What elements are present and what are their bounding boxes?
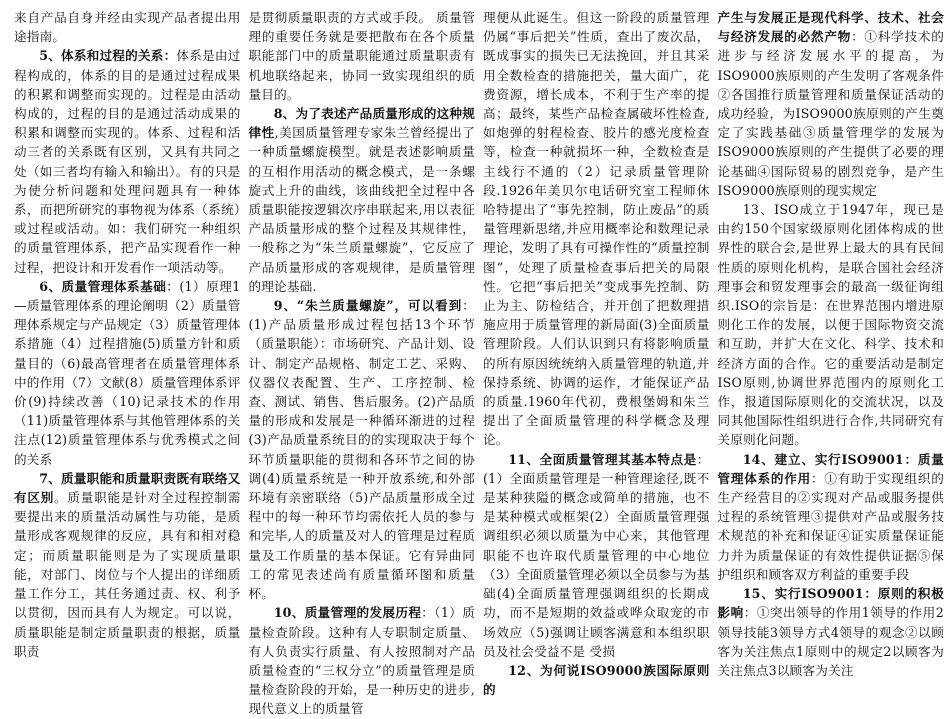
text-column-2: [248, 8, 476, 717]
paragraph: [14, 277, 241, 469]
paragraph-text: 是贯彻质量职责的方式或手段。 质量管理的重要任务就是要把散布在各个质量职能部门中的质量职能通过质量职责有机地联络起来，协同一致实现组织的质量目的。: [248, 10, 475, 102]
paragraph-text: ：(1）全面质量管理是一种管理途径,既不是某种狭隘的概念或简单的措施，也不是某种模式或框架(2）全面质量管理强调组织必须以质量为中心来，其他管理职能不也许取代质量管理的中心地位（3）全面质量管理必须以全员参与为基础(4)全面质量管理强调组织的长期成功，而不是短期的效益或哗众取宠的市场效应（5)强调让顾客满意和本组织职员及社会受益不是 受损: [483, 451, 710, 659]
paragraph-heading: 8、为了表述产品质量形成的这种规律性: [248, 106, 475, 141]
text-column-4: [717, 8, 945, 678]
paragraph: [718, 450, 945, 584]
paragraph: [249, 104, 476, 296]
paragraph: [718, 584, 945, 680]
paragraph-text: ：(1)产品质量形成过程包括13个环节（质量职能）：市场研究、产品计划、设计、制定产品规格、制定工艺、采购、仪器仪表配置、生产、工序控制、检查、测试、销售、售后服务。(2)产品质量的形成和发展是一种循环渐进的过程(3)产品质量系统目的的实现取决于每个环节质量职能的贯彻和各环节之间的协调(4)质量系统是一种开放系统,和外部环境有亲密联络（5)产品质量形成全过程中的每一种环节均需依托人员的参与和完毕,人的质量及对人的管理是过程质量及工作质量的基本保证。它有异曲同工的常见表述尚有质量循环图和质量杯。: [248, 298, 475, 602]
paragraph-text: 体系是由过程构成的，体系的目的是通过过程成果的积累和调整而实现的。过程是由活动构成的，过程的目的是通过活动成果的积累和调整而实现的。体系、过程和活动三者的关系既有区别，又具有共同之处（如三者均有输入和输出）。有的只是为使分析问题和处理问题具有一种体系，而把所研究的事物视为体系（系统）或过程或活动。如：我们研究一种组织的质量管理体系，把产品实现看作一种过程，把设计和开发看作一项活动等。: [14, 48, 241, 275]
paragraph: [249, 603, 476, 718]
paragraph: [718, 8, 945, 200]
paragraph-text: ：（1）质量检查阶段。这种有人专职制定质量、有人负责实行质量、有人按照制对产品质量检查的“三权分立”的质量管理是质量检查阶段的开始，是一种历史的进步,现代意义上的质量管: [248, 605, 475, 717]
paragraph-heading: 产生与发展正是现代科学、技术、社会与经济发展的必然产物: [717, 10, 944, 45]
paragraph: [483, 661, 710, 699]
paragraph-heading: 11、全面质量管理其基本特点是: [508, 451, 697, 467]
paragraph-heading: 10、质量管理的发展历程: [273, 605, 422, 621]
paragraph-heading: 12、为何说ISO9000族国际原则的: [483, 662, 710, 698]
paragraph: [483, 8, 710, 450]
text-column-3: [483, 8, 710, 698]
paragraph-text: 。质量职能是针对全过程控制需要提出来的质量活动属性与功能，是质量形成客观规律的反应，具有和相对稳定；而质量职能则是为了实现质量职能，对部门、岗位与个人提出的详细质量工作分工，其任务通过责、权、利予以贯彻，因而具有人为规定。可以说，质量职能是制定质量职责的根据，质量职责: [14, 490, 241, 659]
paragraph: [718, 200, 945, 450]
paragraph-heading: 6、质量管理体系基础: [39, 278, 167, 294]
paragraph: [14, 8, 241, 46]
paragraph-heading: 14、建立、实行ISO9001：质量管理体系的作用: [717, 451, 944, 486]
paragraph-text: ：①突出领导的作用1领导的作用2领导技能3领导方式4领导的观念②以顾客为关注焦点1原则中的规定2以顾客为关注焦点3以顾客为关注: [717, 605, 944, 678]
paragraph-text: 来自产品自身并经由实现产品者提出用途指南。: [14, 10, 241, 45]
paragraph: [14, 46, 241, 276]
paragraph: [249, 296, 476, 603]
paragraph-text: ,美国质量管理专家朱兰曾经提出了一种质量螺旋模型。就是表述影响质量的互相作用活动的概念模式，是一条螺旋式上升的曲线，该曲线把全过程中各质量职能按逻辑次序串联起来,用以表征产品质量形成的整个过程及其规律性，一般称之为“朱兰质量螺旋”，它反应了产品质量形成的客观规律，是质量管理的理论基础.: [248, 125, 475, 294]
paragraph: [249, 8, 476, 104]
paragraph: [483, 450, 710, 661]
paragraph-heading: 9、“朱兰质量螺旋”，可以看到: [273, 298, 463, 314]
paragraph-heading: 5、体系和过程的关系：: [39, 48, 177, 64]
paragraph-heading: 7、质量职能和质量职责既有联络又有区别: [14, 470, 241, 506]
paragraph-text: ：①有助于实现组织的生产经营目的②实现对产品或服务提供过程的系统管理③提供对产品或服务技术规范的补充和保证④证实质量保证能力并为质量保证的有效性提供证据⑤保护组织和顾客双方利益的重要手段: [717, 470, 944, 582]
paragraph: [14, 469, 241, 661]
paragraph-text: 理便从此诞生。但这一阶段的质量管理仍属“事后把关”性质，查出了废次品，既成事实的损失已无法挽回，并且其采用全数检查的措施把关，量大面广，花费资源，增长成本，不利于生产率的提高；最终，某些产品检查属破坏性检查,如炮弹的射程检查、胶片的感光度检查等，检查一种就损坏一种，全数检查是主线行不通的（2）记录质量管理阶段.1926年美贝尔电话研究室工程师休哈特提出了“事先控制，防止废品”的质量管理新思绪,并应用概率论和数理记录理论，发明了具有可操作性的“质量控制图”，处理了质量检查事后把关的局限性。它把“事后把关”变成事先控制、防止为主、防检结合，并开创了把数理措施应用于质量管理的新局面(3)全面质量管理阶段。人们认识到只有将影响质量的所有原因统统纳入质量管理的轨道,并保持系统、协调的运作，才能保证产品的质量.1960年代初，费根堡姆和朱兰提出了全面质量管理的科学概念及理论。: [483, 10, 710, 448]
text-column-1: [14, 8, 241, 672]
paragraph-text: ：(1）原理1—质量管理体系的理论阐明（2）质量管理体系规定与产品规定（3）质量管理体系措施（4）过程措施(5)质量方针和质量目的（6)最高管理者在质量管理体系中的作用（7）文献(8）质量管理体系评价(9)持续改善（10)记录技术的作用（11)质量管理体系与其他管理体系的关注点(12)质量管理体系与优秀模式之间的关系: [14, 278, 241, 467]
paragraph-heading: 15、实行ISO9001：原则的积极影响: [717, 586, 944, 621]
paragraph-text: 13、ISO成立于1947年，现已是由约150个国家级原则化团体构成的世界性的联合会,是世界上最大的具有民间性质的原则化机构，是联合国社会经济理事会和贸发理事会的最高一级征询组织.ISO的宗旨是：在世界范围内增进原则化工作的发展，以便于国际物资交流和互助，并扩大在文化、科学、技术和经济方面的合作。它的重要活动是制定ISO原则,协调世界范围内的原则化工作，报道国际原则化的交流状况，以及同其他国际性组织进行合作,共同研究有关原则化问题。: [717, 202, 944, 448]
paragraph-text: ：①科学技术的进步与经济发展水平的提高，为ISO9000族原则的产生发明了客观条件②各国推行质量管理和质量保证活动的成功经验，为ISO9000族原则的产生奠定了实践基础③质量管理学的发展为ISO9000族原则的产生提供了必要的理论基础④国际贸易的剧烈竞争，是产生ISO9000族原则的现实规定: [717, 29, 944, 198]
